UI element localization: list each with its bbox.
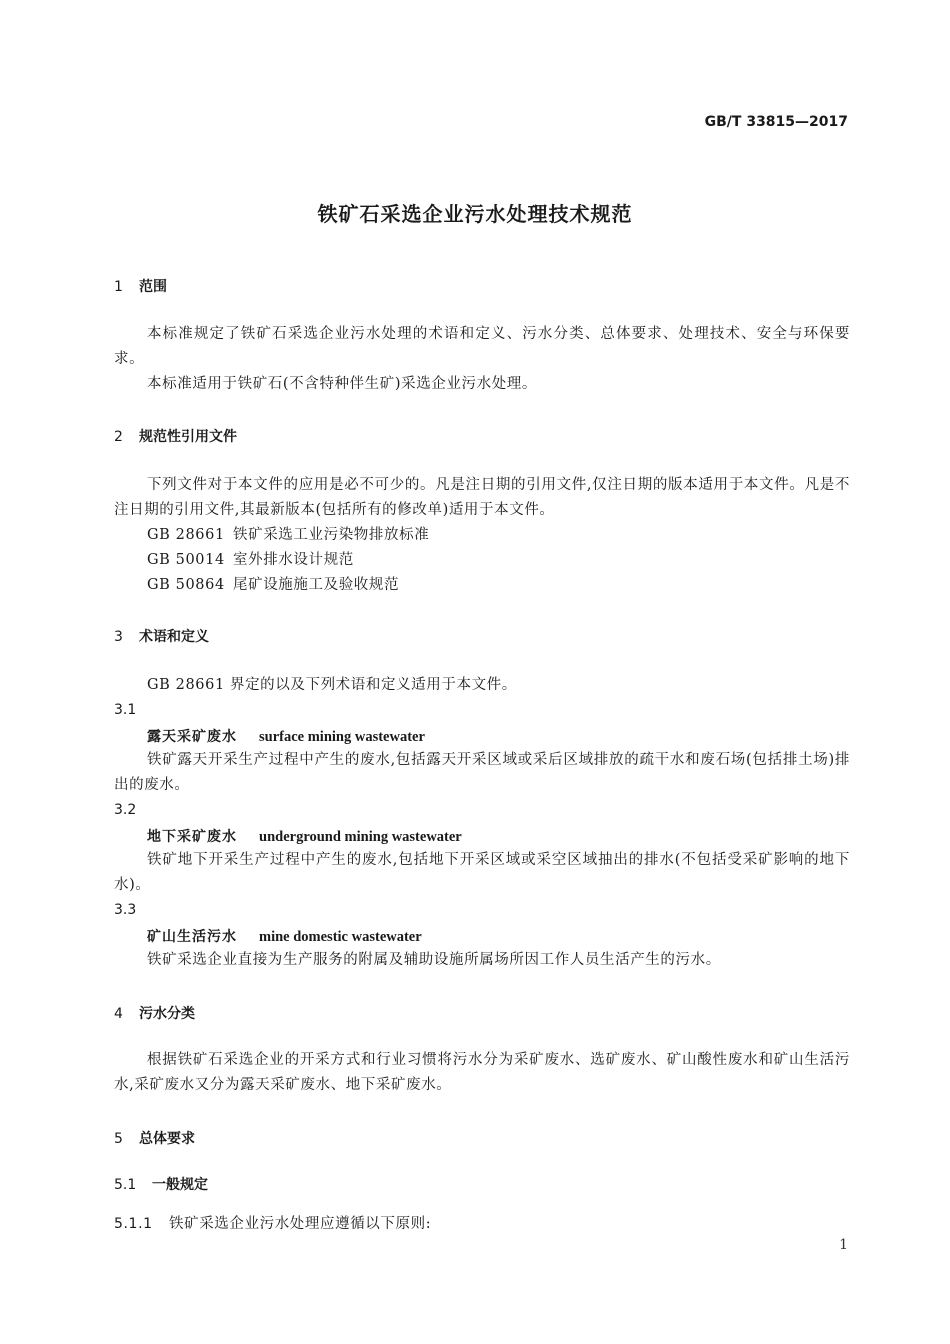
term-chinese: 地下采矿废水 [147, 829, 237, 845]
term-definition: 铁矿采选企业直接为生产服务的附属及辅助设施所属场所因工作人员生活产生的污水。 [147, 952, 721, 968]
section-5-heading [114, 1128, 195, 1148]
document-title: 铁矿石采选企业污水处理技术规范 [317, 202, 633, 226]
section-number: 3 [114, 629, 123, 645]
clause-text: 铁矿采选企业污水处理应遵循以下原则: [169, 1216, 432, 1232]
section-4-heading [114, 1003, 195, 1023]
reference-name: 铁矿采选工业污染物排放标准 [233, 527, 430, 543]
reference-item [147, 548, 354, 569]
section-4-paragraph-1: 根据铁矿石采选企业的开采方式和行业习惯将污水分为采矿废水、选矿废水、矿山酸性废水和矿山生活污水,采矿废水又分为露天采矿废水、地下采矿废水。 [114, 1052, 850, 1093]
term-chinese: 露天采矿废水 [147, 729, 237, 745]
section-3-heading [114, 626, 209, 646]
term-chinese: 矿山生活污水 [147, 929, 237, 945]
section-2-heading [114, 426, 237, 446]
term-heading [147, 726, 425, 746]
term-english: underground mining wastewater [259, 829, 462, 845]
section-3-paragraph-1: GB 28661 界定的以及下列术语和定义适用于本文件。 [147, 677, 517, 693]
standard-number: GB/T 33815—2017 [704, 114, 848, 130]
section-title: 规范性引用文件 [139, 429, 237, 445]
clause-number: 5.1.1 [114, 1216, 153, 1232]
section-title: 术语和定义 [139, 629, 209, 645]
reference-code: GB 50864 [147, 577, 225, 593]
reference-code: GB 50014 [147, 552, 225, 568]
reference-name: 室外排水设计规范 [233, 552, 354, 568]
section-title: 范围 [139, 279, 167, 295]
section-title: 污水分类 [139, 1006, 195, 1022]
term-number: 3.3 [114, 902, 137, 918]
section-2-paragraph-1: 下列文件对于本文件的应用是必不可少的。凡是注日期的引用文件,仅注日期的版本适用于本文件。凡是不注日期的引用文件,其最新版本(包括所有的修改单)适用于本文件。 [114, 477, 850, 518]
page-number: 1 [839, 1237, 848, 1253]
reference-item [147, 523, 429, 544]
subsection-5-1-heading [114, 1174, 208, 1194]
section-number: 4 [114, 1006, 123, 1022]
section-1-paragraph-2: 本标准适用于铁矿石(不含特种伴生矿)采选企业污水处理。 [147, 376, 538, 392]
term-english: surface mining wastewater [259, 729, 425, 745]
section-1-heading [114, 276, 167, 296]
term-english: mine domestic wastewater [259, 929, 422, 945]
subsection-number: 5.1 [114, 1177, 137, 1193]
reference-item [147, 573, 399, 594]
clause-5-1-1 [114, 1212, 431, 1233]
subsection-title: 一般规定 [152, 1177, 208, 1193]
term-definition: 铁矿露天开采生产过程中产生的废水,包括露天开采区域或采后区域排放的疏干水和废石场(包括排土场)排出的废水。 [114, 752, 850, 793]
reference-code: GB 28661 [147, 527, 225, 543]
section-number: 5 [114, 1131, 123, 1147]
section-1-paragraph-1: 本标准规定了铁矿石采选企业污水处理的术语和定义、污水分类、总体要求、处理技术、安全与环保要求。 [114, 326, 850, 367]
section-number: 1 [114, 279, 123, 295]
term-heading [147, 826, 462, 846]
reference-name: 尾矿设施施工及验收规范 [233, 577, 400, 593]
term-number: 3.2 [114, 802, 137, 818]
term-heading [147, 926, 422, 946]
section-number: 2 [114, 429, 123, 445]
term-number: 3.1 [114, 702, 137, 718]
term-definition: 铁矿地下开采生产过程中产生的废水,包括地下开采区域或采空区域抽出的排水(不包括受采矿影响的地下水)。 [114, 852, 850, 893]
section-title: 总体要求 [139, 1131, 195, 1147]
